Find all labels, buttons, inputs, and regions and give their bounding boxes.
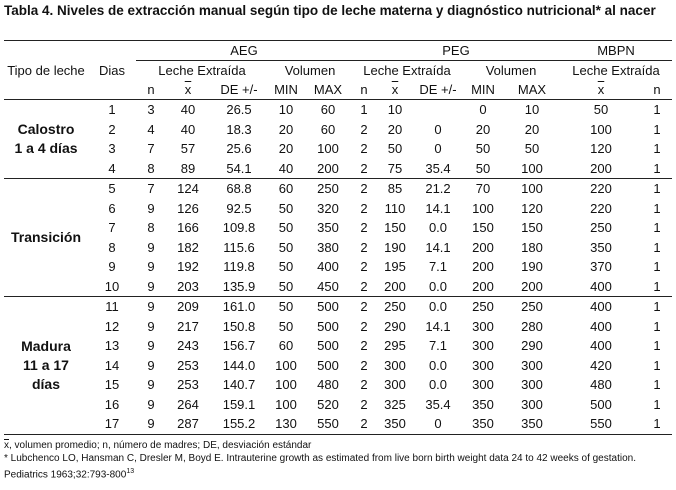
table-title: Tabla 4. Niveles de extracción manual según tipo de leche materna y diagnóstico nutricional* al nacer <box>4 3 656 18</box>
footer-note-abbrev <box>4 439 672 452</box>
table-cell: 200 <box>462 277 504 297</box>
table-cell: 9 <box>136 414 166 434</box>
table-cell: 89 <box>166 159 210 179</box>
table-cell: 13 <box>104 338 120 353</box>
table-cell: 1 <box>653 200 661 216</box>
table-row <box>4 159 672 179</box>
table-cell: 0 <box>434 121 442 137</box>
table-cell: 10 <box>524 102 540 117</box>
table-cell: 85 <box>387 181 403 196</box>
table-cell: 200 <box>504 277 560 297</box>
table-cell: 2 <box>360 121 368 137</box>
table-cell: 190 <box>384 239 406 255</box>
table-cell: 1 <box>653 357 661 373</box>
table-cell: 325 <box>384 396 406 412</box>
table-cell: 370 <box>590 259 612 274</box>
table-cell: 110 <box>384 200 406 216</box>
table-cell: 100 <box>275 377 297 392</box>
table-cell: 350 <box>376 414 414 434</box>
table-cell: 156.7 <box>222 338 256 353</box>
table-cell: 217 <box>177 318 199 334</box>
table-cell: 144.0 <box>222 357 256 373</box>
table-row <box>4 120 672 140</box>
table-cell: 50 <box>524 141 540 156</box>
table-cell: 50 <box>593 102 609 117</box>
table-cell: 20 <box>278 141 294 156</box>
table-cell: 0.0 <box>428 377 448 392</box>
group-label-line: días <box>31 375 60 392</box>
table-cell: 220 <box>590 200 612 216</box>
table-cell: 209 <box>177 299 199 314</box>
table-cell: 7 <box>108 220 116 235</box>
group-label-line: 1 a 4 días <box>14 140 78 156</box>
table-cell: 2 <box>352 159 376 179</box>
table-cell: 290 <box>384 318 406 334</box>
table-cell: 264 <box>177 396 199 412</box>
table-cell: 14.1 <box>425 239 451 255</box>
table-cell: 300 <box>472 318 494 334</box>
table-cell: 35.4 <box>414 159 462 179</box>
table-cell: 50 <box>462 159 504 179</box>
table-cell: 60 <box>320 121 336 137</box>
header-aeg-volumen: Volumen <box>284 63 336 78</box>
table-cell: 1 <box>653 377 661 392</box>
table-cell: 190 <box>521 259 543 274</box>
table-cell: 250 <box>521 299 543 314</box>
table-cell: 9 <box>108 259 116 274</box>
footer-note-abbrev-text: , volumen promedio; n, número de madres; DE, desviación estándar <box>9 440 312 451</box>
table-cell: 350 <box>462 414 504 434</box>
table-cell: 1 <box>360 102 368 117</box>
table-cell: 2 <box>352 414 376 434</box>
table-cell: 140.7 <box>222 377 256 392</box>
table-cell: 100 <box>590 121 612 137</box>
table-cell: 1 <box>642 414 672 434</box>
table-cell: 350 <box>504 414 560 434</box>
header-mbpn-xbar: $\overline{x}$ <box>560 80 642 100</box>
table-cell: 100 <box>275 396 297 412</box>
table-cell: 3 <box>147 102 155 117</box>
table-cell: 200 <box>560 159 642 179</box>
table-cell: 1 <box>653 102 661 117</box>
table-cell: 50 <box>278 318 294 334</box>
header-aeg-leche: Leche Extraída <box>158 63 246 78</box>
table-cell: 6 <box>108 200 116 216</box>
table-cell: 1 <box>653 396 661 412</box>
table-cell: 350 <box>590 239 612 255</box>
table-cell: 9 <box>136 277 166 297</box>
table-cell: 14.1 <box>425 200 451 216</box>
table-row <box>4 238 672 258</box>
table-cell: 57 <box>180 141 196 156</box>
table-cell: 54.1 <box>210 159 268 179</box>
table-cell: 12 <box>104 318 120 334</box>
table-cell: 109.8 <box>222 220 256 235</box>
table-cell: 2 <box>360 299 368 314</box>
table-row <box>4 317 672 337</box>
table-cell: 50 <box>278 299 294 314</box>
group-label-line: Madura <box>21 337 71 354</box>
table-cell: 203 <box>166 277 210 297</box>
header-peg-xbar: $\overline{x}$ <box>376 80 414 100</box>
table-cell: 8 <box>147 220 155 235</box>
table-cell: 1 <box>653 338 661 353</box>
table-cell: 9 <box>147 239 155 255</box>
group-label <box>4 100 88 179</box>
table-cell: 100 <box>521 181 543 196</box>
table-cell: 520 <box>317 396 339 412</box>
header-aeg-min: MIN <box>268 80 304 100</box>
table-cell: 2 <box>352 277 376 297</box>
table-cell: 400 <box>317 259 339 274</box>
table-cell: 9 <box>147 338 155 353</box>
table-cell: 300 <box>472 357 494 373</box>
table-cell: 150 <box>521 220 543 235</box>
table-row <box>4 179 672 199</box>
footer-ref-superscript: 13 <box>126 468 135 475</box>
table-cell: 10 <box>387 102 403 117</box>
group-label-line: Transición <box>10 229 82 245</box>
table-cell: 350 <box>317 220 339 235</box>
table-row <box>4 199 672 219</box>
header-peg-volumen: Volumen <box>485 63 537 78</box>
table-cell: 550 <box>560 414 642 434</box>
table-cell: 400 <box>590 338 612 353</box>
table-cell: 300 <box>521 357 543 373</box>
header-peg-leche: Leche Extraída <box>363 63 451 78</box>
table-cell: 2 <box>360 259 368 274</box>
header-dias: Dias <box>98 62 125 78</box>
table-cell: 70 <box>475 181 491 196</box>
table-cell: 0.0 <box>414 277 462 297</box>
header-aeg-xbar: $\overline{x}$ <box>166 80 210 100</box>
table-cell: 20 <box>524 121 540 137</box>
table-cell: 300 <box>521 377 543 392</box>
table-cell: 135.9 <box>210 277 268 297</box>
header-aeg-de: DE +/- <box>210 80 268 100</box>
table-cell: 250 <box>317 181 339 196</box>
table-row <box>4 356 672 376</box>
table-cell: 2 <box>360 239 368 255</box>
table-cell: 124 <box>177 181 199 196</box>
table-cell: 400 <box>560 277 642 297</box>
table-cell: 1 <box>653 259 661 274</box>
header-peg-n: n <box>352 80 376 100</box>
table-cell: 9 <box>147 200 155 216</box>
table-cell: 15 <box>104 377 120 392</box>
header-peg-max: MAX <box>504 80 560 100</box>
table-cell: 50 <box>278 259 294 274</box>
table-cell: 7 <box>147 141 155 156</box>
table-cell: 14 <box>104 357 120 373</box>
table-cell: 1 <box>653 318 661 334</box>
table-cell: 50 <box>387 141 403 156</box>
table-cell: 40 <box>180 121 196 137</box>
table-cell: 40 <box>268 159 304 179</box>
table-cell: 253 <box>177 377 199 392</box>
table-cell: 126 <box>177 200 199 216</box>
table-cell: 2 <box>360 318 368 334</box>
table-cell: 60 <box>320 102 336 117</box>
table-cell: 192 <box>177 259 199 274</box>
table-cell: 161.0 <box>222 299 256 314</box>
footer-note-reference: * Lubchenco LO, Hansman C, Dresler M, Boyd E. Intrauterine growth as estimated from live born birth weight data 24 to 42 weeks of gestation. <box>4 453 636 464</box>
table-cell: 0.0 <box>428 299 448 314</box>
table-cell: 9 <box>147 259 155 274</box>
table-cell: 2 <box>108 121 116 137</box>
table-cell: 200 <box>472 259 494 274</box>
header-aeg: AEG <box>136 41 352 61</box>
table-cell: 480 <box>317 377 339 392</box>
table-cell: 500 <box>317 318 339 334</box>
table-cell: 0.0 <box>428 357 448 373</box>
header-mbpn-leche: Leche Extraída <box>572 63 660 78</box>
header-aeg-n: n <box>136 80 166 100</box>
table-cell: 2 <box>360 396 368 412</box>
table-cell: 380 <box>317 239 339 255</box>
table-cell: 280 <box>521 318 543 334</box>
header-tipo-leche: Tipo de leche <box>4 41 88 100</box>
table-cell: 7.1 <box>428 259 448 274</box>
table-cell: 100 <box>317 141 339 156</box>
table-cell: 7 <box>147 181 155 196</box>
table-cell: 100 <box>504 159 560 179</box>
header-peg-de: DE +/- <box>414 80 462 100</box>
header-mbpn: MBPN <box>560 41 672 61</box>
table-cell: 68.8 <box>226 181 252 196</box>
table-cell: 450 <box>304 277 352 297</box>
table-cell: 500 <box>317 357 339 373</box>
table-cell: 120 <box>590 141 612 156</box>
table-cell: 9 <box>147 396 155 412</box>
table-cell: 350 <box>472 396 494 412</box>
table-cell: 0.0 <box>428 220 448 235</box>
header-aeg-max: MAX <box>304 80 352 100</box>
group-label-line: Calostro <box>17 121 75 137</box>
table-cell: 50 <box>278 239 294 255</box>
table-cell: 2 <box>360 220 368 235</box>
table-cell: 300 <box>384 357 406 373</box>
table-cell: 1 <box>653 141 661 156</box>
table-cell: 9 <box>147 299 155 314</box>
footer-journal-text: Pediatrics 1963;32:793-800 <box>4 469 127 481</box>
table-cell: 400 <box>590 318 612 334</box>
table-cell: 21.2 <box>425 181 451 196</box>
table-cell: 300 <box>472 377 494 392</box>
table-cell: 2 <box>360 357 368 373</box>
table-cell: 100 <box>472 200 494 216</box>
table-cell: 9 <box>147 377 155 392</box>
table-cell: 14.1 <box>425 318 451 334</box>
table-cell: 130 <box>268 414 304 434</box>
table-row <box>4 395 672 415</box>
table-cell: 100 <box>275 357 297 373</box>
table-cell: 5 <box>108 181 116 196</box>
table-cell: 20 <box>387 121 403 137</box>
table-row <box>4 257 672 277</box>
group-label <box>4 297 88 435</box>
table-cell: 1 <box>642 159 672 179</box>
table-cell: 0 <box>434 141 442 156</box>
table-cell: 290 <box>521 338 543 353</box>
table-row <box>4 414 672 434</box>
table-cell: 115.6 <box>223 239 255 255</box>
table-cell: 11 <box>105 299 119 314</box>
table-cell: 2 <box>360 141 368 156</box>
table-cell: 500 <box>317 299 339 314</box>
table-cell: 0 <box>479 102 487 117</box>
table-cell: 155.2 <box>210 414 268 434</box>
header-peg: PEG <box>352 41 560 61</box>
table-cell: 1 <box>642 277 672 297</box>
table-cell: 50 <box>278 200 294 216</box>
table-cell: 250 <box>384 299 406 314</box>
table-cell: 2 <box>360 181 368 196</box>
table-cell: 50 <box>278 220 294 235</box>
table-row <box>4 375 672 395</box>
table-cell: 150 <box>472 220 494 235</box>
footer-note-journal <box>4 465 672 481</box>
data-table <box>4 40 672 435</box>
table-cell: 180 <box>521 239 543 255</box>
table-cell: 200 <box>376 277 414 297</box>
table-cell: 1 <box>108 102 116 117</box>
table-cell: 26.5 <box>226 102 252 117</box>
table-cell: 40 <box>180 102 196 117</box>
table-cell: 10 <box>278 102 294 117</box>
table-cell: 60 <box>278 181 294 196</box>
table-cell: 182 <box>177 239 199 255</box>
table-cell: 253 <box>177 357 199 373</box>
table-cell: 35.4 <box>425 396 451 412</box>
group-label <box>4 179 88 297</box>
table-cell: 300 <box>384 377 406 392</box>
table-cell: 0 <box>414 414 462 434</box>
table-cell: 320 <box>317 200 339 216</box>
table-cell: 1 <box>653 220 661 235</box>
table-cell: 8 <box>136 159 166 179</box>
table-row <box>4 139 672 159</box>
table-row <box>4 336 672 356</box>
table-cell: 2 <box>360 338 368 353</box>
header-peg-min: MIN <box>462 80 504 100</box>
table-cell: 150 <box>384 220 406 235</box>
table-cell: 220 <box>590 181 612 196</box>
table-cell: 250 <box>472 299 494 314</box>
table-cell: 75 <box>376 159 414 179</box>
header-mbpn-n: n <box>642 80 672 100</box>
table-cell: 300 <box>521 396 543 412</box>
table-cell: 92.5 <box>226 200 252 216</box>
table-cell: 9 <box>147 318 155 334</box>
table-cell: 17 <box>88 414 136 434</box>
table-cell: 20 <box>475 121 491 137</box>
table-cell: 1 <box>653 121 661 137</box>
table-cell: 1 <box>653 181 661 196</box>
table-cell: 7.1 <box>428 338 448 353</box>
table-cell: 420 <box>590 357 612 373</box>
table-cell: 4 <box>147 121 155 137</box>
table-cell: 20 <box>278 121 294 137</box>
table-cell: 500 <box>317 338 339 353</box>
table-cell: 50 <box>475 141 491 156</box>
table-cell: 295 <box>384 338 406 353</box>
table-row <box>4 100 672 120</box>
footer-xbar-symbol: $\overline{x}$ <box>4 440 9 451</box>
table-cell: 119.8 <box>223 259 255 274</box>
table-cell: 3 <box>108 141 116 156</box>
table-cell: 9 <box>147 357 155 373</box>
table-cell: 287 <box>166 414 210 434</box>
table-cell: 195 <box>384 259 406 274</box>
table-cell: 8 <box>108 239 116 255</box>
table-row <box>4 277 672 297</box>
table-cell: 400 <box>590 299 612 314</box>
table-cell: 10 <box>88 277 136 297</box>
table-cell: 1 <box>653 299 661 314</box>
table-cell: 60 <box>278 338 294 353</box>
table-cell: 200 <box>472 239 494 255</box>
table-cell: 550 <box>304 414 352 434</box>
table-cell: 150.8 <box>222 318 256 334</box>
table-footer <box>4 439 672 481</box>
table-cell: 50 <box>268 277 304 297</box>
table-cell: 1 <box>653 239 661 255</box>
table-cell: 2 <box>360 200 368 216</box>
table-cell <box>414 100 462 120</box>
table-cell: 4 <box>88 159 136 179</box>
table-cell: 120 <box>521 200 543 216</box>
table-cell: 200 <box>304 159 352 179</box>
table-cell: 250 <box>590 220 612 235</box>
table-cell: 480 <box>590 377 612 392</box>
table-row <box>4 297 672 317</box>
table-cell: 500 <box>590 396 612 412</box>
table-cell: 159.1 <box>222 396 256 412</box>
table-cell: 243 <box>177 338 199 353</box>
table-cell: 16 <box>104 396 120 412</box>
table-cell: 300 <box>472 338 494 353</box>
table-cell: 18.3 <box>226 121 252 137</box>
table-row <box>4 218 672 238</box>
table-cell: 25.6 <box>226 141 252 156</box>
group-label-line: 11 a 17 <box>23 356 69 373</box>
table-cell: 166 <box>177 220 199 235</box>
table-cell: 2 <box>360 377 368 392</box>
